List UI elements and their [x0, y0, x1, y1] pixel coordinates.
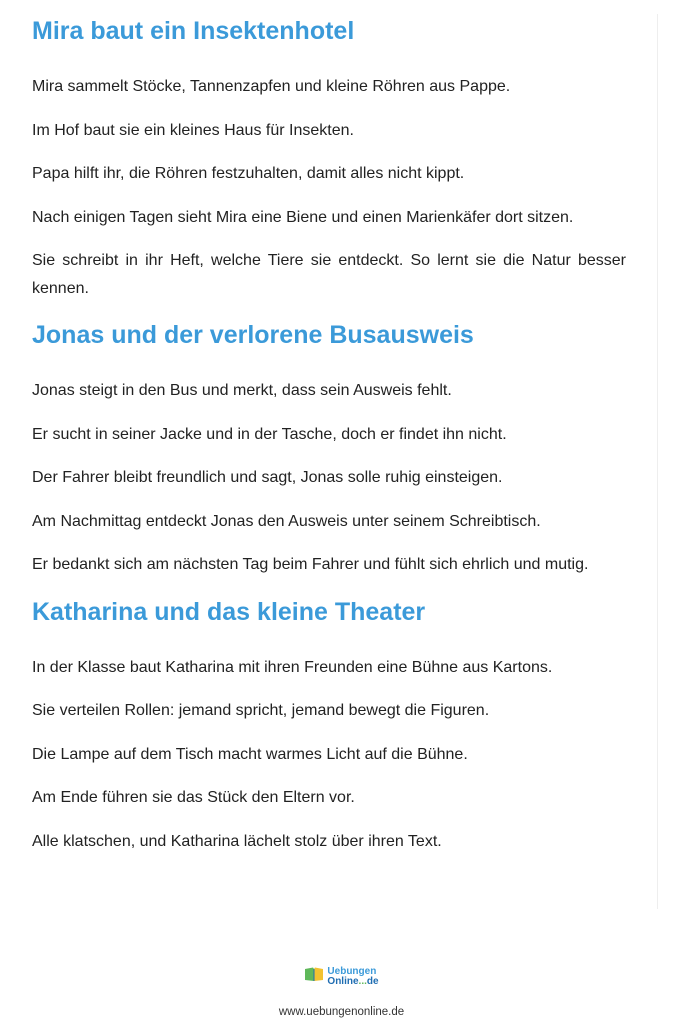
- story-title: Mira baut ein Insektenhotel: [32, 17, 355, 45]
- story-paragraph: Er sucht in seiner Jacke und in der Tasche, doch er findet ihn nicht.: [32, 425, 507, 443]
- story-paragraph: Sie verteilen Rollen: jemand spricht, jemand bewegt die Figuren.: [32, 702, 490, 719]
- logo-group: [304, 966, 378, 987]
- story-paragraph: Alle klatschen, und Katharina lächelt stolz über ihren Text.: [32, 832, 442, 850]
- story-title: Jonas und der verlorene Busausweis: [32, 321, 474, 349]
- open-book-icon-svg: [304, 966, 324, 982]
- story-paragraph: In der Klasse baut Katharina mit ihren Freunden eine Bühne aus Kartons.: [32, 658, 553, 676]
- story-paragraph: Er bedankt sich am nächsten Tag beim Fahrer und fühlt sich ehrlich und mutig.: [32, 556, 589, 573]
- page-edge-divider: [657, 14, 658, 909]
- logo-word-top: Uebungen: [327, 965, 377, 977]
- logo-word-bottom: [327, 977, 378, 987]
- story-2: [32, 318, 626, 579]
- logo-word-online: Online: [327, 975, 359, 987]
- story-paragraph: Die Lampe auf dem Tisch macht warmes Licht auf die Bühne.: [32, 745, 468, 763]
- story-paragraph: Im Hof baut sie ein kleines Haus für Insekten.: [32, 121, 354, 139]
- story-paragraph: Mira sammelt Stöcke, Tannenzapfen und kleine Röhren aus Pappe.: [32, 78, 511, 95]
- story-paragraph: Am Ende führen sie das Stück den Eltern vor.: [32, 789, 355, 806]
- story-body: [32, 73, 626, 302]
- logo-wordmark: [327, 967, 378, 987]
- story-paragraph: Jonas steigt in den Bus und merkt, dass sein Ausweis fehlt.: [32, 382, 452, 399]
- story-title: Katharina und das kleine Theater: [32, 597, 426, 626]
- story-1: [32, 14, 626, 302]
- logo-tld: de: [366, 975, 379, 987]
- story-paragraph: Sie schreibt in ihr Heft, welche Tiere sie entdeckt. So lernt sie die Natur besser kennen.: [32, 252, 626, 297]
- worksheet-content: [32, 14, 626, 871]
- story-paragraph: Am Nachmittag entdeckt Jonas den Ausweis unter seinem Schreibtisch.: [32, 512, 541, 530]
- logo-dots: ...: [358, 975, 367, 987]
- footer-url[interactable]: www.uebungenonline.de: [278, 1006, 405, 1018]
- story-body: [32, 377, 626, 579]
- brand-logo[interactable]: [0, 966, 683, 987]
- story-paragraph: Nach einigen Tagen sieht Mira eine Biene und einen Marienkäfer dort sitzen.: [32, 208, 574, 226]
- story-3: [32, 595, 626, 856]
- story-paragraph: Papa hilft ihr, die Röhren festzuhalten, damit alles nicht kippt.: [32, 165, 465, 182]
- open-book-icon: [304, 966, 324, 987]
- story-paragraph: Der Fahrer bleibt freundlich und sagt, Jonas solle ruhig einsteigen.: [32, 469, 503, 486]
- story-body: [32, 654, 626, 856]
